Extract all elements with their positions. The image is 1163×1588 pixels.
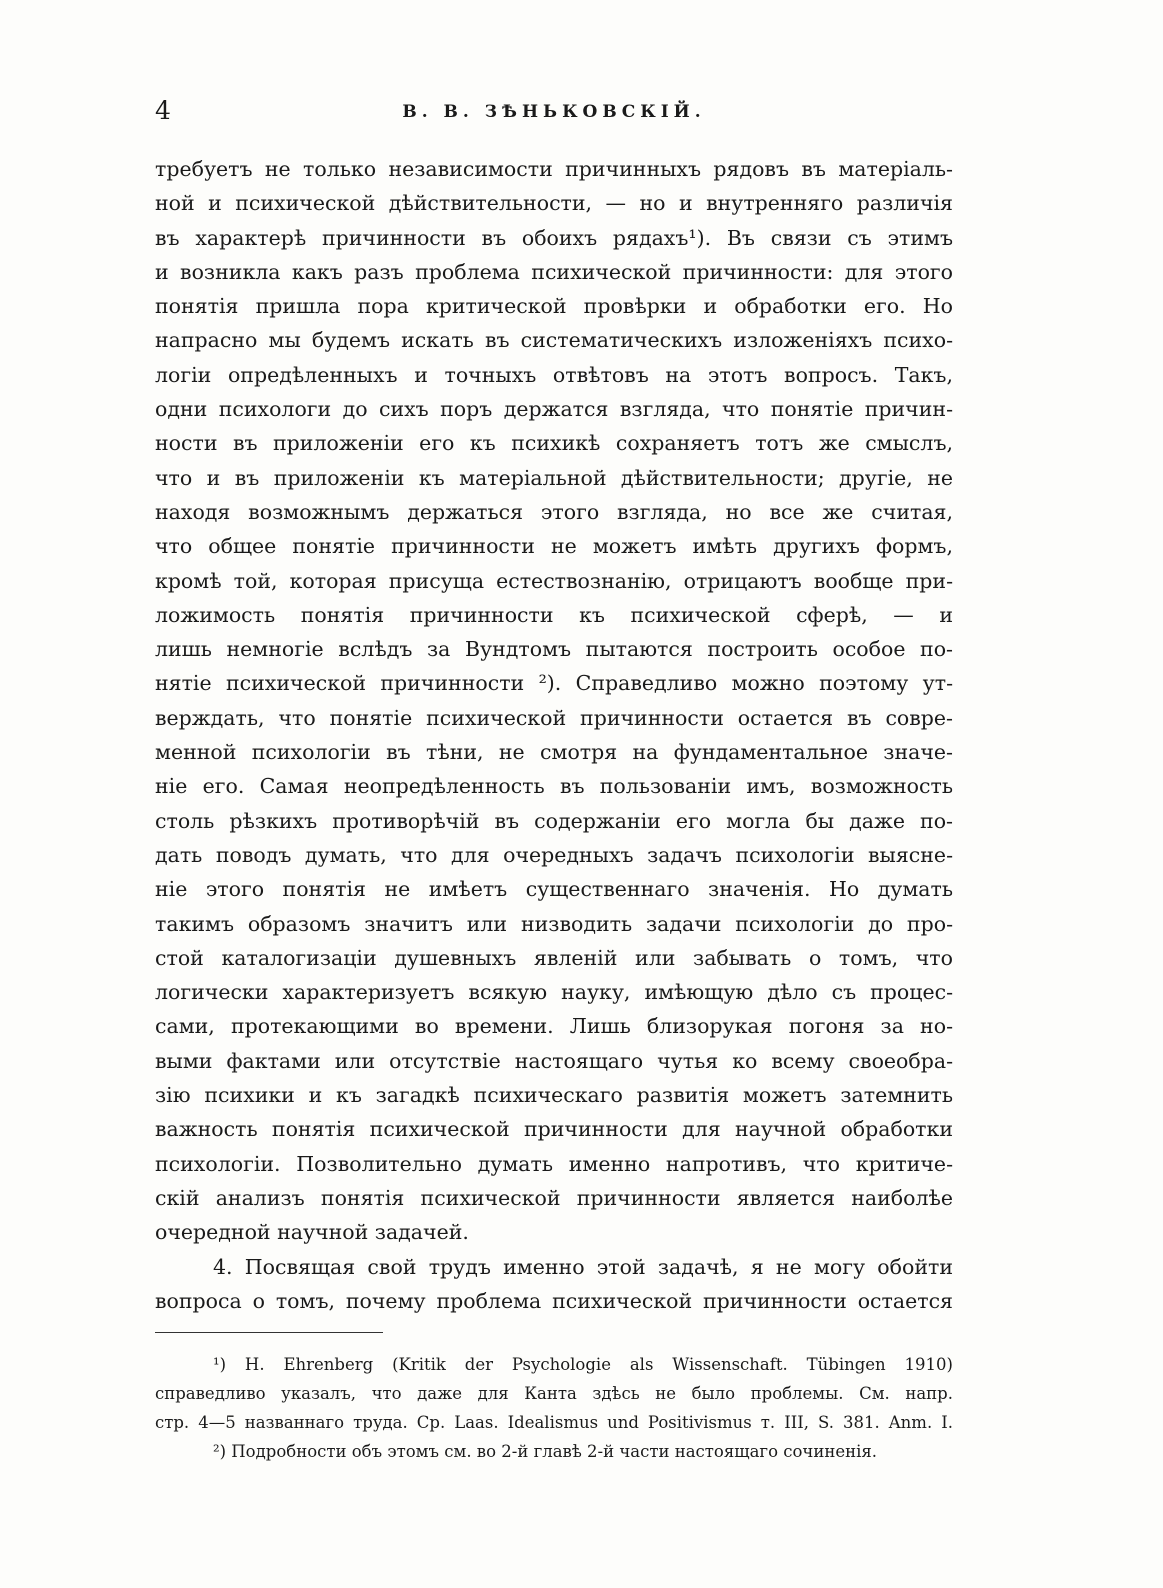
text-line: менной психологіи въ тѣни, не смотря на фундаментальное значе- (155, 740, 953, 765)
running-head: В. В. ЗѢНЬКОВСКІЙ. (402, 102, 706, 122)
text-line: такимъ образомъ значитъ или низводить задачи психологіи до про- (155, 911, 953, 936)
text-line: логіи опредѣленныхъ и точныхъ отвѣтовъ на этотъ вопросъ. Такъ, (155, 362, 953, 387)
text-line: выми фактами или отсутствіе настоящаго чутья ко всему своеобра- (155, 1048, 953, 1073)
text-line: ной и психической дѣйствительности, — но и внутренняго различія (155, 191, 953, 216)
footnote-line: стр. 4—5 названнаго труда. Ср. Laas. Idealismus und Positivismus т. III, S. 381. Anm. I. (155, 1413, 953, 1432)
text-line: дать поводъ думать, что для очередныхъ задачъ психологіи выясне- (155, 842, 953, 867)
text-line: зію психики и къ загадкѣ психическаго развитія можетъ затемнить (155, 1083, 953, 1108)
text-line: и возникла какъ разъ проблема психической причинности: для этого (155, 259, 953, 284)
text-line: психологіи. Позволительно думать именно напротивъ, что критиче- (155, 1151, 953, 1176)
footnote-line: ¹) H. Ehrenberg (Kritik der Psychologie als Wissenschaft. Tübingen 1910) (213, 1355, 953, 1374)
text-line: скій анализъ понятія психической причинности является наиболѣе (155, 1185, 953, 1210)
page-header (155, 96, 953, 130)
page-number: 4 (155, 96, 171, 125)
text-line: важность понятія психической причинности для научной обработки (155, 1117, 953, 1142)
text-line: вопроса о томъ, почему проблема психической причинности остается (155, 1288, 953, 1313)
text-line: сами, протекающими во времени. Лишь близорукая погоня за но- (155, 1014, 953, 1039)
text-line: ніе его. Самая неопредѣленность въ пользованіи имъ, возможность (155, 774, 953, 799)
text-line: ніе этого понятія не имѣетъ существеннаго значенія. Но думать (155, 877, 953, 902)
text-line: что общее понятіе причинности не можетъ имѣть другихъ формъ, (155, 534, 953, 559)
text-line: требуетъ не только независимости причинныхъ рядовъ въ матеріаль- (155, 157, 953, 181)
text-line: находя возможнымъ держаться этого взгляда, но все же считая, (155, 499, 953, 524)
footnote-divider (155, 1332, 383, 1333)
text-line: что и въ приложеніи къ матеріальной дѣйствительности; другіе, не (155, 465, 953, 490)
text-line: верждать, что понятіе психической причинности остается въ совре- (155, 705, 953, 730)
text-line: одни психологи до сихъ поръ держатся взгляда, что понятіе причин- (155, 397, 953, 422)
text-line: 4. Посвящая свой трудъ именно этой задачѣ, я не могу обойти (213, 1254, 953, 1279)
text-line: столь рѣзкихъ противорѣчій въ содержаніи его могла бы даже по- (155, 808, 953, 833)
text-line: очередной научной задачей. (155, 1220, 469, 1245)
text-line: напрасно мы будемъ искать въ систематическихъ изложеніяхъ психо- (155, 328, 953, 353)
footnote-line: справедливо указалъ, что даже для Канта здѣсь не было проблемы. См. напр. (155, 1384, 953, 1403)
text-line: ности въ приложеніи его къ психикѣ сохраняетъ тотъ же смыслъ, (155, 431, 953, 456)
text-line: въ характерѣ причинности въ обоихъ рядахъ¹). Въ связи съ этимъ (155, 225, 953, 250)
footnote-line: ²) Подробности объ этомъ см. во 2-й главѣ 2-й части настоящаго сочиненія. (213, 1442, 878, 1461)
text-line: кромѣ той, которая присуща естествознанію, отрицаютъ вообще при- (155, 568, 953, 593)
text-line: логически характеризуетъ всякую науку, имѣющую дѣло съ процес- (155, 980, 953, 1005)
text-line: нятіе психической причинности ²). Справедливо можно поэтому ут- (155, 671, 953, 696)
footnotes (155, 1350, 953, 1466)
body-text (155, 152, 953, 1318)
text-line: ложимость понятія причинности къ психической сферѣ, — и (155, 602, 953, 627)
text-line: стой каталогизаціи душевныхъ явленій или забывать о томъ, что (155, 945, 953, 970)
text-line: понятія пришла пора критической провѣрки и обработки его. Но (155, 294, 953, 319)
text-line: лишь немногіе вслѣдъ за Вундтомъ пытаются построить особое по- (155, 637, 953, 662)
